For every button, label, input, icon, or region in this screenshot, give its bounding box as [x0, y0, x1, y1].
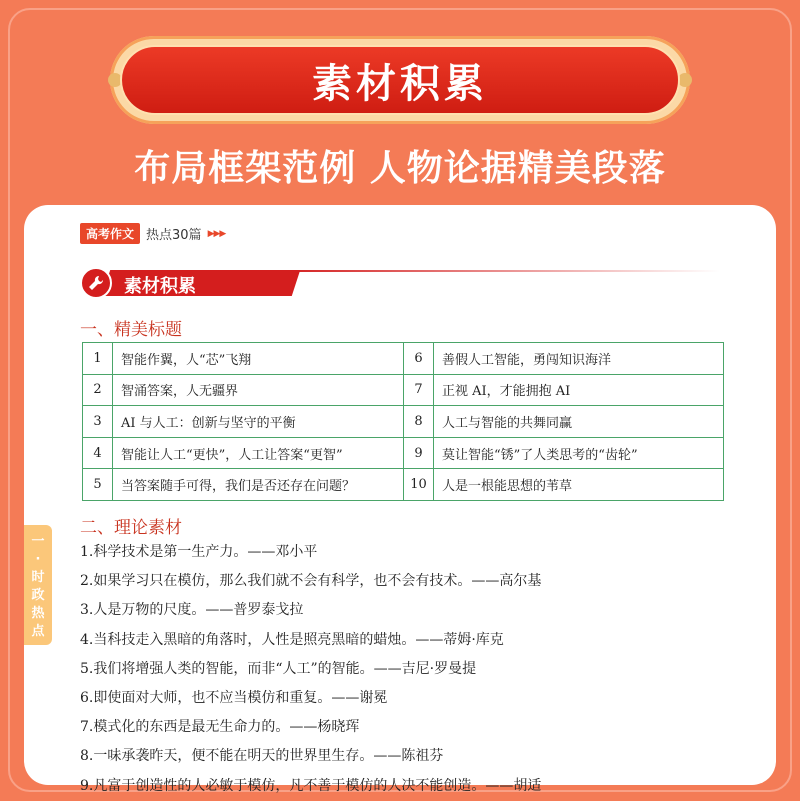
list-item: 9.凡富于创造性的人必敏于模仿，凡不善于模仿的人决不能创造。——胡适: [80, 777, 542, 794]
row-number: 8: [404, 406, 434, 438]
content-card: [24, 205, 776, 794]
row-number: 5: [83, 469, 113, 501]
table-row: [83, 437, 724, 469]
row-number: 10: [404, 469, 434, 501]
title-cell: AI 与人工：创新与坚守的平衡: [113, 406, 404, 438]
row-number: 9: [404, 437, 434, 469]
list-item: 8.一味承袭昨天，便不能在明天的世界里生存。——陈祖芬: [80, 748, 444, 765]
heading-theory: 二、理论素材: [80, 518, 182, 538]
table-row: [83, 343, 724, 375]
row-number: 6: [404, 343, 434, 375]
title-cell: 人是一根能思想的苇草: [434, 469, 724, 501]
title-cell: 莫让智能“锈”了人类思考的“齿轮”: [434, 437, 724, 469]
title-cell: 善假人工智能，勇闯知识海洋: [434, 343, 724, 375]
side-tab-char: 点: [31, 624, 45, 639]
row-number: 2: [83, 374, 113, 406]
list-item: 2.如果学习只在模仿，那么我们就不会有科学，也不会有技术。——高尔基: [80, 573, 542, 590]
wrench-icon: [80, 267, 112, 299]
table-row: [83, 374, 724, 406]
section-divider-line: [280, 270, 720, 272]
list-item: 5.我们将增强人类的智能，而非“人工”的智能。——吉尼·罗曼提: [80, 660, 477, 677]
category-tag-row: [80, 223, 225, 244]
row-number: 7: [404, 374, 434, 406]
side-tab-char: 热: [31, 606, 45, 621]
theory-list: [80, 538, 760, 801]
page-subtitle: 布局框架范例 人物论据精美段落: [134, 148, 666, 189]
section-header: [80, 267, 720, 301]
banner-plate: [120, 45, 680, 115]
title-cell: 人工与智能的共舞同赢: [434, 406, 724, 438]
row-number: 4: [83, 437, 113, 469]
banner-right-ornament: [678, 73, 692, 87]
side-tab-char: ·: [35, 552, 41, 567]
side-tab-char: 时: [31, 570, 45, 585]
side-tab-char: 一: [31, 534, 45, 549]
title-cell: 智能作翼，人“芯”飞翔: [113, 343, 404, 375]
row-number: 3: [83, 406, 113, 438]
section-label: 素材积累: [124, 276, 196, 297]
title-cell: 当答案随手可得，我们是否还存在问题？: [113, 469, 404, 501]
table-row: [83, 406, 724, 438]
table-row: [83, 469, 724, 501]
list-item: 6.即使面对大师，也不应当模仿和重复。——谢冕: [80, 689, 388, 706]
titles-table: [82, 342, 724, 501]
title-cell: 正视 AI，才能拥抱 AI: [434, 374, 724, 406]
list-item: 4.当科技走入黑暗的角落时，人性是照亮黑暗的蜡烛。——蒂姆·库克: [80, 631, 504, 648]
list-item: 7.模式化的东西是最无生命力的。——杨晓珲: [80, 719, 360, 736]
side-tab-char: 政: [31, 588, 45, 603]
heading-titles: 一、精美标题: [80, 320, 182, 340]
title-cell: 智能让人工“更快”，人工让答案“更智”: [113, 437, 404, 469]
category-tag: 高考作文: [80, 223, 140, 244]
title-cell: 智涌答案，人无疆界: [113, 374, 404, 406]
list-item: 1.科学技术是第一生产力。——邓小平: [80, 544, 318, 560]
row-number: 1: [83, 343, 113, 375]
list-item: 3.人是万物的尺度。——普罗泰戈拉: [80, 602, 304, 619]
side-tab: [24, 525, 52, 645]
title-banner: [110, 36, 690, 124]
triple-arrow-icon: ▶▶▶: [207, 228, 226, 239]
category-text: 热点30篇: [146, 228, 202, 243]
banner-title: 素材积累: [312, 60, 488, 107]
